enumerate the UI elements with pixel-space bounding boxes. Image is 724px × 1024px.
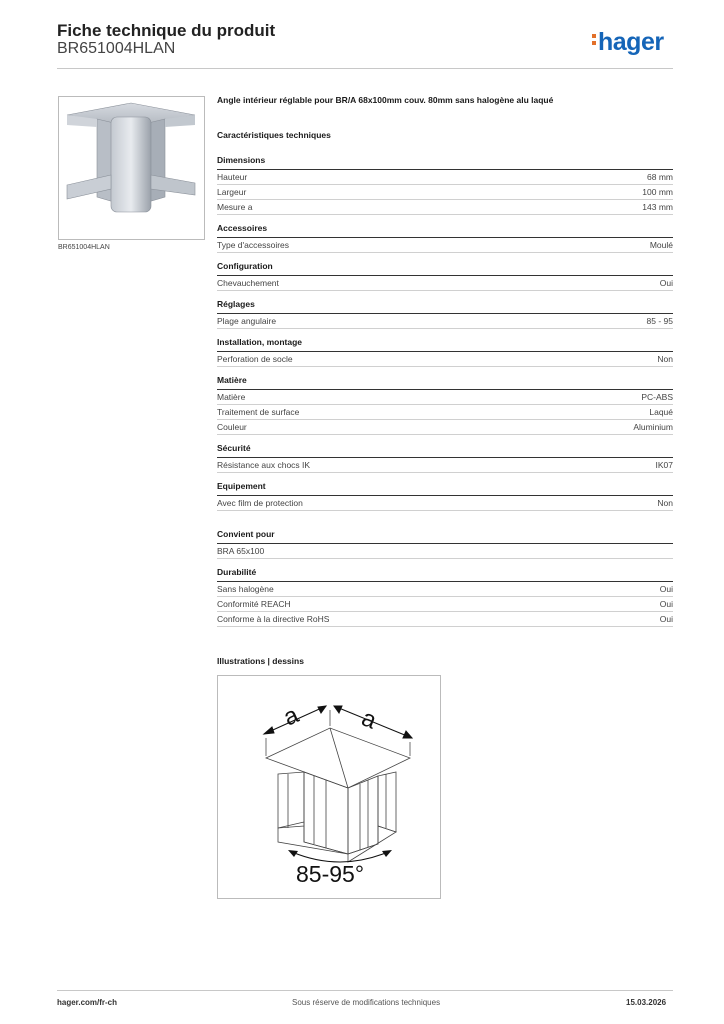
brand-name: hager — [598, 28, 664, 56]
section-spacer — [217, 519, 673, 529]
spec-value: 100 mm — [642, 187, 673, 197]
spec-value: PC-ABS — [641, 392, 673, 402]
spec-label: Conformité REACH — [217, 599, 291, 609]
illustrations-heading: Illustrations | dessins — [217, 656, 304, 666]
illustration-drawing — [217, 675, 441, 899]
spec-section-title: Convient pour — [217, 529, 673, 544]
page-title: Fiche technique du produit — [57, 21, 276, 40]
spec-section — [217, 443, 673, 473]
spec-row — [217, 352, 673, 367]
spec-label: Perforation de socle — [217, 354, 293, 364]
spec-label: Avec film de protection — [217, 498, 303, 508]
spec-section — [217, 481, 673, 511]
spec-row — [217, 238, 673, 253]
spec-row — [217, 582, 673, 597]
spec-value: Laqué — [649, 407, 673, 417]
photo-caption: BR651004HLAN — [58, 244, 110, 251]
spec-value: 68 mm — [647, 172, 673, 182]
spec-row — [217, 544, 673, 559]
spec-row — [217, 405, 673, 420]
spec-section-title: Accessoires — [217, 223, 673, 238]
spec-section — [217, 375, 673, 435]
spec-label: Matière — [217, 392, 246, 402]
spec-row — [217, 390, 673, 405]
spec-label: Hauteur — [217, 172, 248, 182]
spec-value: Oui — [659, 278, 673, 288]
spec-row — [217, 496, 673, 511]
spec-section-title: Réglages — [217, 299, 673, 314]
spec-label: Chevauchement — [217, 278, 279, 288]
spec-row — [217, 612, 673, 627]
spec-row — [217, 314, 673, 329]
product-description: Angle intérieur réglable pour BR/A 68x100mm couv. 80mm sans halogène alu laqué — [217, 95, 554, 105]
product-photo — [58, 96, 205, 240]
spec-value: Non — [657, 354, 673, 364]
spec-row — [217, 276, 673, 291]
spec-label: Type d'accessoires — [217, 240, 290, 250]
spec-value: Non — [657, 498, 673, 508]
spec-row — [217, 170, 673, 185]
spec-section-title: Sécurité — [217, 443, 673, 458]
spec-value: Oui — [659, 599, 673, 609]
spec-value: 143 mm — [642, 202, 673, 212]
spec-section-title: Configuration — [217, 261, 673, 276]
spec-value: IK07 — [655, 460, 673, 470]
spec-row — [217, 458, 673, 473]
specs-heading: Caractéristiques techniques — [217, 130, 331, 140]
spec-label: Couleur — [217, 422, 247, 432]
footer-date: 15.03.2026 — [626, 998, 667, 1007]
header-divider — [57, 68, 673, 69]
specs-table — [217, 155, 673, 635]
angle-range-label: 85-95° — [296, 861, 365, 887]
footer-disclaimer: Sous réserve de modifications techniques — [292, 998, 441, 1007]
spec-label: Largeur — [217, 187, 247, 197]
spec-value: Oui — [659, 584, 673, 594]
spec-value: Aluminium — [633, 422, 673, 432]
footer-website[interactable]: hager.com/fr-ch — [57, 998, 118, 1007]
spec-row — [217, 200, 673, 215]
dimension-a-left: a — [279, 701, 303, 732]
footer-divider — [57, 990, 673, 991]
spec-section — [217, 223, 673, 253]
spec-section — [217, 299, 673, 329]
brand-logo — [592, 28, 664, 57]
spec-label: Mesure a — [217, 202, 253, 212]
spec-label: Sans halogène — [217, 584, 274, 594]
product-reference: BR651004HLAN — [57, 40, 176, 57]
spec-section — [217, 567, 673, 627]
spec-label: Résistance aux chocs IK — [217, 460, 311, 470]
spec-section-title: Equipement — [217, 481, 673, 496]
spec-value: Oui — [659, 614, 673, 624]
spec-section — [217, 337, 673, 367]
spec-row — [217, 420, 673, 435]
spec-section-title: Durabilité — [217, 567, 673, 582]
dimension-a-right: a — [357, 704, 381, 735]
spec-row — [217, 185, 673, 200]
spec-section — [217, 529, 673, 559]
technical-drawing — [218, 676, 440, 898]
spec-section-title: Installation, montage — [217, 337, 673, 352]
spec-section-title: Dimensions — [217, 155, 673, 170]
spec-section — [217, 155, 673, 215]
spec-label: Traitement de surface — [217, 407, 300, 417]
spec-value: 85 - 95 — [646, 316, 673, 326]
spec-value: Moulé — [649, 240, 673, 250]
spec-label: Conforme à la directive RoHS — [217, 614, 330, 624]
spec-label: Plage angulaire — [217, 316, 277, 326]
product-photo-image — [59, 97, 204, 239]
spec-row — [217, 597, 673, 612]
logo-dots-icon — [592, 31, 596, 48]
spec-section — [217, 261, 673, 291]
spec-section-title: Matière — [217, 375, 673, 390]
spec-label: BRA 65x100 — [217, 546, 265, 556]
